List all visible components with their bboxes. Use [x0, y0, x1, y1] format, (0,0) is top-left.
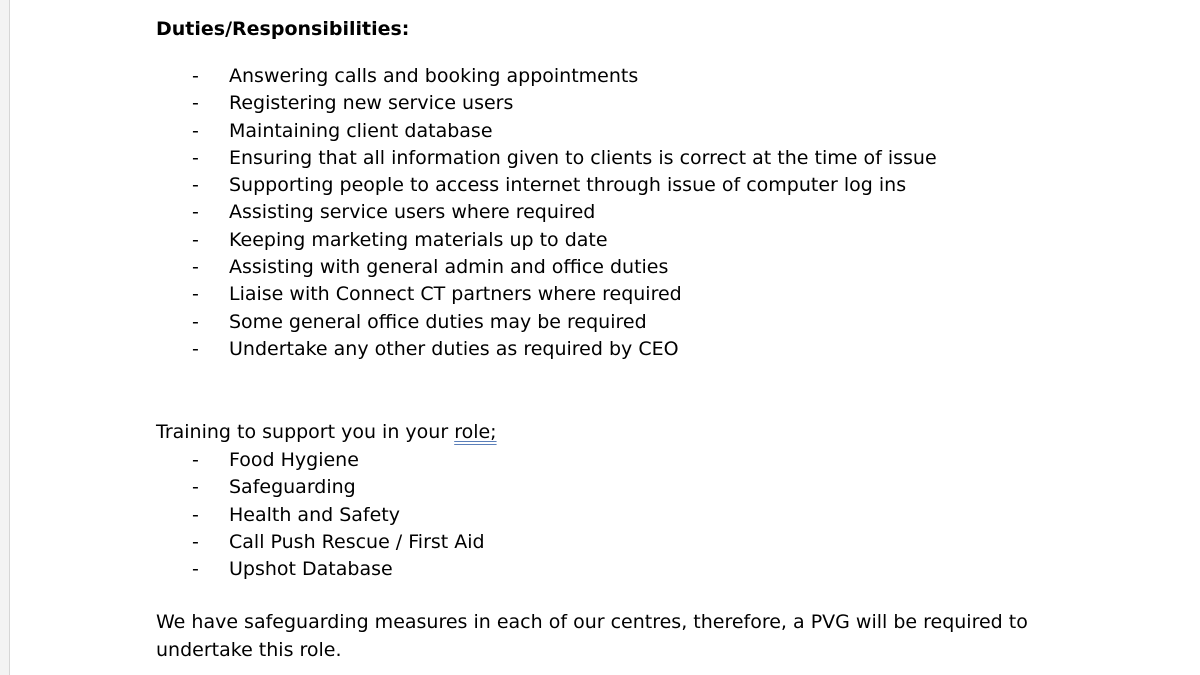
duties-heading: Duties/Responsibilities: [156, 18, 410, 40]
bullet-dash: - [192, 476, 199, 499]
grammar-flagged-word[interactable]: role; [454, 421, 497, 443]
closing-paragraph [156, 609, 1056, 664]
closing-line-1: We have safeguarding measures in each of our centres, therefore, a PVG will be required to [156, 611, 1028, 633]
bullet-dash: - [192, 119, 199, 142]
bullet-dash: - [192, 558, 199, 581]
page-left-edge [0, 0, 10, 675]
training-text: Call Push Rescue / First Aid [229, 530, 485, 553]
training-intro-text: Training to support you in your [156, 421, 455, 443]
duty-text: Supporting people to access internet through issue of computer log ins [229, 174, 907, 197]
training-intro [156, 419, 497, 446]
duty-text: Liaise with Connect CT partners where required [229, 283, 682, 306]
duty-text: Assisting with general admin and office duties [229, 256, 669, 279]
bullet-dash: - [192, 337, 199, 360]
bullet-dash: - [192, 228, 199, 251]
duty-text: Registering new service users [229, 92, 514, 115]
training-text: Upshot Database [229, 558, 393, 581]
duty-text: Maintaining client database [229, 119, 493, 142]
bullet-dash: - [192, 65, 199, 87]
bullet-dash: - [192, 201, 199, 224]
duty-text: Answering calls and booking appointments [229, 65, 639, 87]
bullet-dash: - [192, 92, 199, 115]
bullet-dash: - [192, 174, 199, 197]
bullet-dash: - [192, 530, 199, 553]
duty-text: Undertake any other duties as required by CEO [229, 337, 679, 360]
bullet-dash: - [192, 503, 199, 526]
training-text: Food Hygiene [229, 449, 359, 471]
bullet-dash: - [192, 310, 199, 333]
bullet-dash: - [192, 449, 199, 471]
training-text: Health and Safety [229, 503, 400, 526]
duty-text: Keeping marketing materials up to date [229, 228, 608, 251]
bullet-dash: - [192, 146, 199, 169]
duty-text: Some general office duties may be required [229, 310, 647, 333]
training-text: Safeguarding [229, 476, 356, 499]
bullet-dash: - [192, 283, 199, 306]
duty-text: Assisting service users where required [229, 201, 596, 224]
closing-line-2: undertake this role. [156, 638, 342, 661]
duty-text: Ensuring that all information given to clients is correct at the time of issue [229, 146, 937, 169]
bullet-dash: - [192, 256, 199, 279]
